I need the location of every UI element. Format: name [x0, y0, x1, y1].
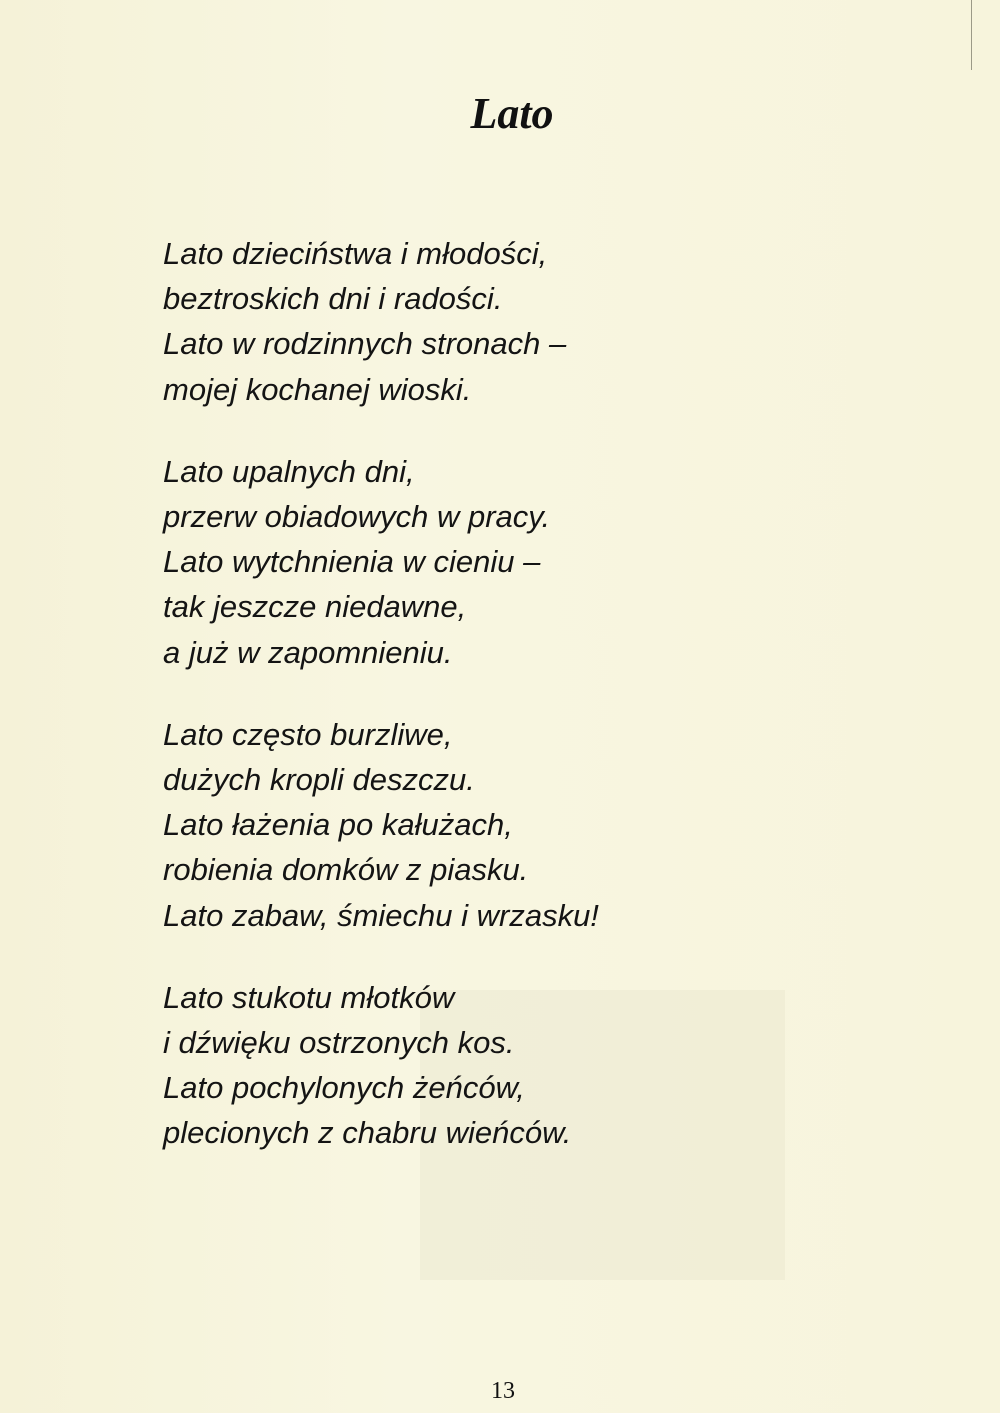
stanza-2 — [163, 449, 883, 675]
poem-line: Lato stukotu młotków — [163, 979, 455, 1015]
stanza-1 — [163, 231, 883, 412]
stanza-4 — [163, 975, 883, 1156]
poem-line: Lato łażenia po kałużach, — [163, 807, 513, 843]
poem-line: mojej kochanej wioski. — [163, 371, 472, 407]
poem-line: Lato upalnych dni, — [163, 453, 415, 489]
poem-line: tak jeszcze niedawne, — [163, 589, 467, 625]
poem-line: Lato zabaw, śmiechu i wrzasku! — [163, 897, 599, 933]
page-edge-mark — [971, 0, 972, 70]
poem-line: robienia domków z piasku. — [163, 852, 529, 888]
poem-line: Lato dzieciństwa i młodości, — [163, 236, 548, 271]
poem-line: przerw obiadowych w pracy. — [163, 499, 551, 535]
poem-line: beztroskich dni i radości. — [163, 281, 503, 317]
poem-line: a już w zapomnieniu. — [163, 634, 453, 670]
poem-body — [163, 231, 883, 1193]
poem-line: Lato pochylonych żeńców, — [163, 1070, 525, 1106]
poem-line: plecionych z chabru wieńców. — [163, 1115, 572, 1151]
page-number: 13 — [491, 1378, 515, 1404]
poem-line: Lato często burzliwe, — [163, 716, 453, 752]
poem-line: Lato w rodzinnych stronach – — [163, 326, 567, 362]
poem-line: Lato wytchnienia w cieniu – — [163, 544, 541, 580]
stanza-3 — [163, 712, 883, 938]
poem-line: dużych kropli deszczu. — [163, 762, 475, 798]
poem-line: i dźwięku ostrzonych kos. — [163, 1025, 515, 1061]
poem-title: Lato — [470, 89, 554, 138]
